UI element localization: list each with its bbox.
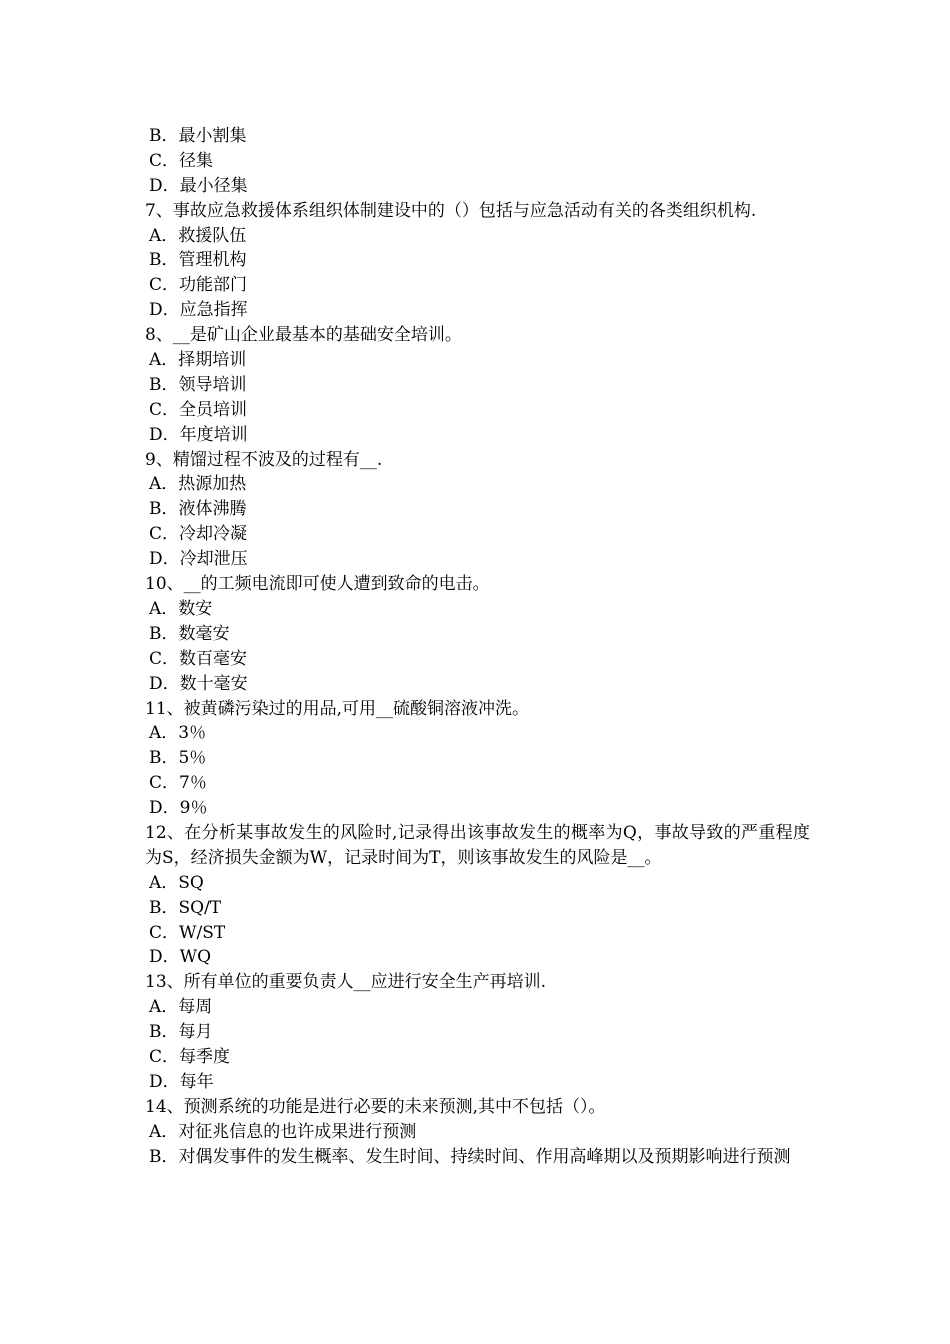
answer-option: D．数十毫安 (149, 673, 248, 694)
answer-option: D．冷却泄压 (149, 549, 248, 570)
answer-option: A．热源加热 (149, 474, 247, 495)
answer-option: D．WQ (149, 947, 212, 968)
answer-option: B．SQ/T (149, 897, 222, 918)
question-text: 10、__的工频电流即可使人遭到致命的电击。 (145, 574, 490, 595)
document-page (145, 124, 810, 1169)
answer-option: C．W/ST (149, 922, 226, 943)
question-text: 13、所有单位的重要负责人__应进行安全生产再培训. (145, 972, 547, 993)
answer-option: A．择期培训 (149, 350, 247, 371)
answer-option: B．每月 (149, 1022, 213, 1043)
answer-option: D．9％ (149, 798, 208, 819)
question-text: 14、预测系统的功能是进行必要的未来预测,其中不包括（）。 (145, 1096, 606, 1117)
answer-option: D．每年 (149, 1071, 214, 1092)
answer-option: A．救援队伍 (149, 225, 247, 246)
answer-option: B．数毫安 (149, 623, 230, 644)
question-text: 12、在分析某事故发生的风险时,记录得出该事故发生的概率为Q，事故导致的严重程度为S，经济损失金额为W，记录时间为T，则该事故发生的风险是__。 (145, 822, 810, 868)
answer-option: C．7％ (149, 773, 207, 794)
answer-option: A．每周 (149, 997, 213, 1018)
answer-option: C．数百毫安 (149, 648, 248, 669)
answer-option: D．应急指挥 (149, 300, 248, 321)
answer-option: A．数安 (149, 598, 213, 619)
answer-option: B．领导培训 (149, 374, 247, 395)
answer-option: C．径集 (149, 150, 214, 171)
answer-option: B．5％ (149, 748, 207, 769)
answer-option: A．3％ (149, 723, 207, 744)
answer-option: D．年度培训 (149, 424, 248, 445)
answer-option: C．冷却冷凝 (149, 524, 248, 545)
answer-option: B．管理机构 (149, 250, 247, 271)
answer-option: B．液体沸腾 (149, 499, 247, 520)
answer-option: D．最小径集 (149, 175, 248, 196)
question-text: 11、被黄磷污染过的用品,可用__硫酸铜溶液冲洗。 (145, 698, 530, 719)
answer-option: B．最小割集 (149, 126, 247, 146)
answer-option: B．对偶发事件的发生概率、发生时间、持续时间、作用高峰期以及预期影响进行预测 (149, 1146, 791, 1167)
question-text: 7、事故应急救援体系组织体制建设中的（）包括与应急活动有关的各类组织机构. (145, 200, 757, 221)
answer-option: A．对征兆信息的也许成果进行预测 (149, 1121, 417, 1142)
question-text: 9、精馏过程不波及的过程有__. (145, 449, 383, 470)
answer-option: A．SQ (149, 872, 204, 893)
question-text: 8、__是矿山企业最基本的基础安全培训。 (145, 325, 462, 346)
answer-option: C．每季度 (149, 1047, 231, 1067)
answer-option: C．功能部门 (149, 275, 248, 296)
answer-option: C．全员培训 (149, 399, 248, 420)
